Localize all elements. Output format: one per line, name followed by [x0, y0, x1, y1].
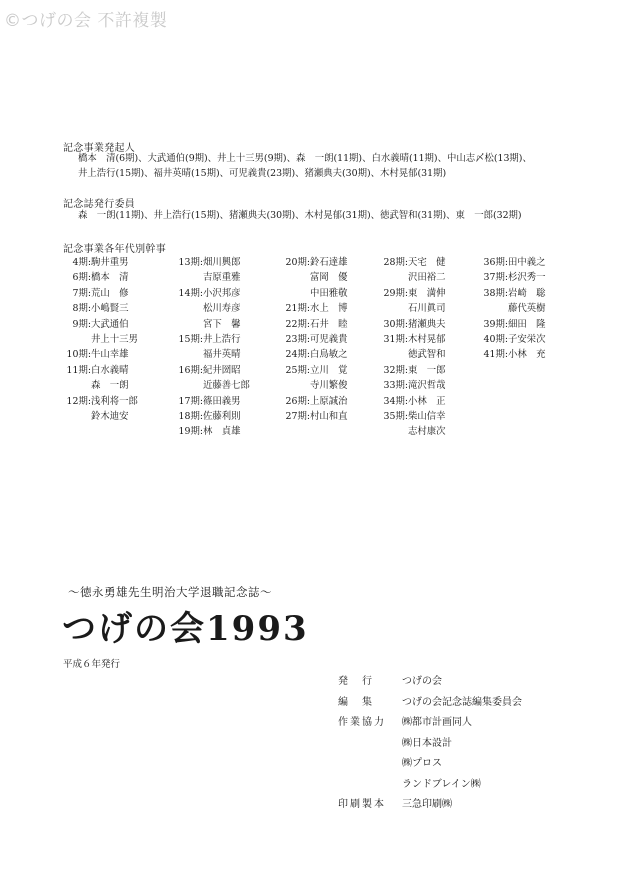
period-label: 7期: — [72, 287, 91, 299]
secretary-row — [283, 286, 348, 301]
secretary-name: 天宅 健 — [408, 257, 446, 268]
secretaries-column — [381, 255, 446, 440]
secretary-row — [64, 409, 138, 424]
credits — [338, 672, 608, 832]
period-label: 39期: — [483, 318, 508, 330]
secretary-row — [283, 317, 348, 332]
period-label: 32期: — [383, 364, 408, 376]
secretary-row — [283, 394, 348, 409]
period-label: 17期: — [178, 395, 203, 407]
committee-line-1: 森 一朗(11期)、井上浩行(15期)、猪瀬典夫(30期)、木村晃郁(31期)、徳武智和(31期)、東 一郎(32期) — [78, 210, 522, 221]
credit-row — [338, 775, 522, 796]
credit-role: 編 集 — [338, 696, 374, 708]
secretary-row — [481, 286, 546, 301]
secretary-name: 森 一朗 — [91, 380, 129, 392]
secretary-name: 上原誠治 — [310, 395, 348, 407]
secretary-name: 佐藤利則 — [203, 410, 241, 422]
secretary-name: 宮下 馨 — [203, 318, 241, 330]
secretary-row — [64, 378, 138, 393]
secretary-name: 橋本 清 — [91, 272, 129, 284]
secretary-name: 可児義貴 — [310, 333, 348, 345]
promoters-line-2: 井上浩行(15期)、福井英晴(15期)、可児義貴(23期)、猪瀬典夫(30期)、木村晃郁(31期) — [78, 168, 447, 179]
period-label: 25期: — [285, 364, 310, 376]
secretary-name: 荒山 修 — [91, 287, 129, 299]
secretary-row — [64, 394, 138, 409]
secretary-name: 中田雅敬 — [310, 287, 348, 299]
secretary-name: 牛山幸雄 — [91, 349, 129, 361]
secretary-row — [381, 255, 446, 270]
secretaries-column — [283, 255, 348, 424]
period-label: 27期: — [285, 410, 310, 422]
secretary-name: 寺川繁俊 — [310, 380, 348, 392]
secretary-name: 徳武智和 — [408, 349, 446, 361]
period-label: 40期: — [483, 333, 508, 345]
period-label: 30期: — [383, 318, 408, 330]
secretary-row — [381, 317, 446, 332]
credit-value: ランドブレイン㈱ — [402, 778, 481, 790]
secretary-name: 篠田義男 — [203, 395, 241, 407]
credit-value: ㈱都市計画同人 — [402, 717, 472, 728]
secretary-name: 石川眞司 — [408, 303, 446, 315]
secretary-name: 吉原重雅 — [203, 272, 241, 284]
period-label: 11期: — [66, 364, 91, 376]
secretary-row — [64, 332, 138, 347]
secretary-row — [176, 317, 250, 332]
secretary-row — [381, 270, 446, 285]
secretary-row — [176, 255, 250, 270]
secretary-row — [481, 347, 546, 362]
credit-value: ㈱日本設計 — [402, 737, 452, 749]
secretary-name: 細田 隆 — [508, 318, 546, 330]
secretary-name: 猪瀬典夫 — [408, 318, 446, 330]
promoters-line-1: 橋本 清(6期)、大武通伯(9期)、井上十三男(9期)、森 一朗(11期)、白水義晴(11期)、中山志〆松(13期)、 — [78, 153, 532, 164]
secretary-name: 鈴石達雄 — [310, 257, 348, 268]
period-label: 35期: — [383, 410, 408, 422]
period-label: 21期: — [285, 303, 310, 315]
secretary-row — [64, 301, 138, 316]
period-label: 20期: — [285, 257, 310, 268]
secretary-row — [481, 255, 546, 270]
secretary-row — [481, 332, 546, 347]
credit-value: つげの会 — [402, 676, 442, 687]
period-label: 23期: — [285, 333, 310, 345]
secretary-row — [283, 332, 348, 347]
credit-row — [338, 795, 522, 816]
watermark: ©つげの会 不許複製 — [4, 11, 168, 31]
secretary-row — [381, 394, 446, 409]
secretary-row — [481, 270, 546, 285]
secretary-name: 石井 睦 — [310, 318, 348, 330]
secretary-row — [64, 270, 138, 285]
secretary-row — [176, 378, 250, 393]
secretary-row — [283, 363, 348, 378]
secretary-name: 滝沢哲哉 — [408, 380, 446, 392]
period-label: 34期: — [383, 395, 408, 407]
period-label: 41期: — [483, 349, 508, 361]
secretary-name: 東 満伸 — [408, 287, 446, 299]
period-label: 38期: — [483, 287, 508, 299]
publication-title: つげの会1993 — [62, 609, 309, 649]
secretary-name: 小林 充 — [508, 349, 546, 361]
period-label: 8期: — [72, 303, 91, 315]
period-label: 4期: — [72, 257, 91, 268]
secretary-row — [176, 409, 250, 424]
committee-title: 記念誌発行委員 — [63, 199, 136, 210]
credit-row — [338, 734, 522, 755]
period-label: 28期: — [383, 257, 408, 268]
secretary-name: 東 一郎 — [408, 364, 446, 376]
secretary-name: 浅利将一郎 — [91, 395, 138, 407]
secretary-name: 村山和直 — [310, 410, 348, 422]
period-label: 14期: — [178, 287, 203, 299]
secretary-row — [381, 363, 446, 378]
secretary-row — [176, 394, 250, 409]
secretary-row — [381, 301, 446, 316]
secretary-row — [64, 347, 138, 362]
secretary-row — [64, 286, 138, 301]
period-label: 26期: — [285, 395, 310, 407]
secretary-row — [283, 255, 348, 270]
period-label: 19期: — [178, 426, 203, 438]
secretary-name: 小林 正 — [408, 395, 446, 407]
secretary-row — [283, 347, 348, 362]
secretary-row — [176, 363, 250, 378]
secretary-name: 林 貞雄 — [203, 426, 241, 438]
credit-row — [338, 672, 522, 693]
secretaries-title: 記念事業各年代別幹事 — [63, 244, 166, 255]
secretary-row — [381, 378, 446, 393]
secretary-name: 井上十三男 — [91, 333, 138, 345]
secretary-name: 沢田裕二 — [408, 272, 446, 284]
period-label: 24期: — [285, 349, 310, 361]
period-label: 31期: — [383, 333, 408, 345]
period-label: 10期: — [66, 349, 91, 361]
secretary-name: 田中義之 — [508, 257, 546, 268]
period-label: 13期: — [178, 257, 203, 268]
secretary-row — [176, 332, 250, 347]
credit-value: つげの会記念誌編集委員会 — [402, 696, 522, 708]
secretary-row — [64, 317, 138, 332]
secretary-row — [176, 301, 250, 316]
credit-row — [338, 754, 522, 775]
secretary-name: 杉沢秀一 — [508, 272, 546, 284]
secretary-name: 鈴木迪安 — [91, 410, 129, 422]
secretary-row — [381, 286, 446, 301]
credit-role: 作業協力 — [338, 717, 386, 728]
secretary-name: 駒井重男 — [91, 257, 129, 268]
secretary-name: 紀井圀昭 — [203, 364, 241, 376]
secretary-row — [283, 378, 348, 393]
credit-row — [338, 713, 522, 734]
period-label: 29期: — [383, 287, 408, 299]
secretary-row — [176, 347, 250, 362]
secretary-row — [381, 409, 446, 424]
secretary-name: 立川 覚 — [310, 364, 348, 376]
secretary-name: 小嶋賢三 — [91, 303, 129, 315]
secretary-name: 木村晃郁 — [408, 333, 446, 345]
credit-role: 発 行 — [338, 676, 374, 687]
secretary-name: 井上浩行 — [203, 333, 241, 345]
credit-value: 三急印刷㈱ — [402, 799, 452, 810]
secretary-name: 白鳥敏之 — [310, 349, 348, 361]
secretary-name: 富岡 優 — [310, 272, 348, 284]
secretary-row — [481, 301, 546, 316]
publication-issued: 平成６年発行 — [63, 659, 121, 670]
secretary-row — [176, 424, 250, 439]
secretaries-column — [176, 255, 250, 440]
secretary-name: 大武通伯 — [91, 318, 129, 330]
secretary-row — [481, 317, 546, 332]
secretary-row — [283, 270, 348, 285]
period-label: 33期: — [383, 380, 408, 392]
credit-value: ㈱プロス — [402, 758, 442, 769]
secretary-name: 志村康次 — [408, 426, 446, 438]
secretary-name: 水上 博 — [310, 303, 348, 315]
secretary-row — [381, 424, 446, 439]
period-label: 16期: — [178, 364, 203, 376]
period-label: 18期: — [178, 410, 203, 422]
secretary-row — [283, 301, 348, 316]
secretary-row — [176, 270, 250, 285]
promoters-title: 記念事業発起人 — [63, 143, 136, 154]
secretary-name: 藤代英樹 — [508, 303, 546, 315]
period-label: 15期: — [178, 333, 203, 345]
secretary-name: 白水義晴 — [91, 364, 129, 376]
secretary-name: 福井英晴 — [203, 349, 241, 361]
secretary-name: 松川寿彦 — [203, 303, 241, 315]
secretary-name: 小沢邦彦 — [203, 287, 241, 299]
period-label: 9期: — [72, 318, 91, 330]
credit-row — [338, 693, 522, 714]
secretary-row — [381, 347, 446, 362]
secretary-name: 岩崎 聡 — [508, 287, 546, 299]
secretary-row — [64, 363, 138, 378]
period-label: 36期: — [483, 257, 508, 268]
secretary-name: 畑川興郎 — [203, 257, 241, 268]
period-label: 6期: — [72, 272, 91, 284]
secretaries-column — [481, 255, 546, 363]
secretary-row — [64, 255, 138, 270]
credit-role: 印刷製本 — [338, 799, 386, 810]
secretary-row — [283, 409, 348, 424]
secretary-name: 柴山信幸 — [408, 410, 446, 422]
secretary-row — [176, 286, 250, 301]
secretary-row — [381, 332, 446, 347]
secretaries-column — [64, 255, 138, 424]
period-label: 22期: — [285, 318, 310, 330]
period-label: 12期: — [66, 395, 91, 407]
period-label: 37期: — [483, 272, 508, 284]
secretary-name: 近藤善七郎 — [203, 380, 250, 392]
publication-subtitle: 〜徳永勇雄先生明治大学退職記念誌〜 — [68, 585, 272, 599]
secretary-name: 子安栄次 — [508, 333, 546, 345]
